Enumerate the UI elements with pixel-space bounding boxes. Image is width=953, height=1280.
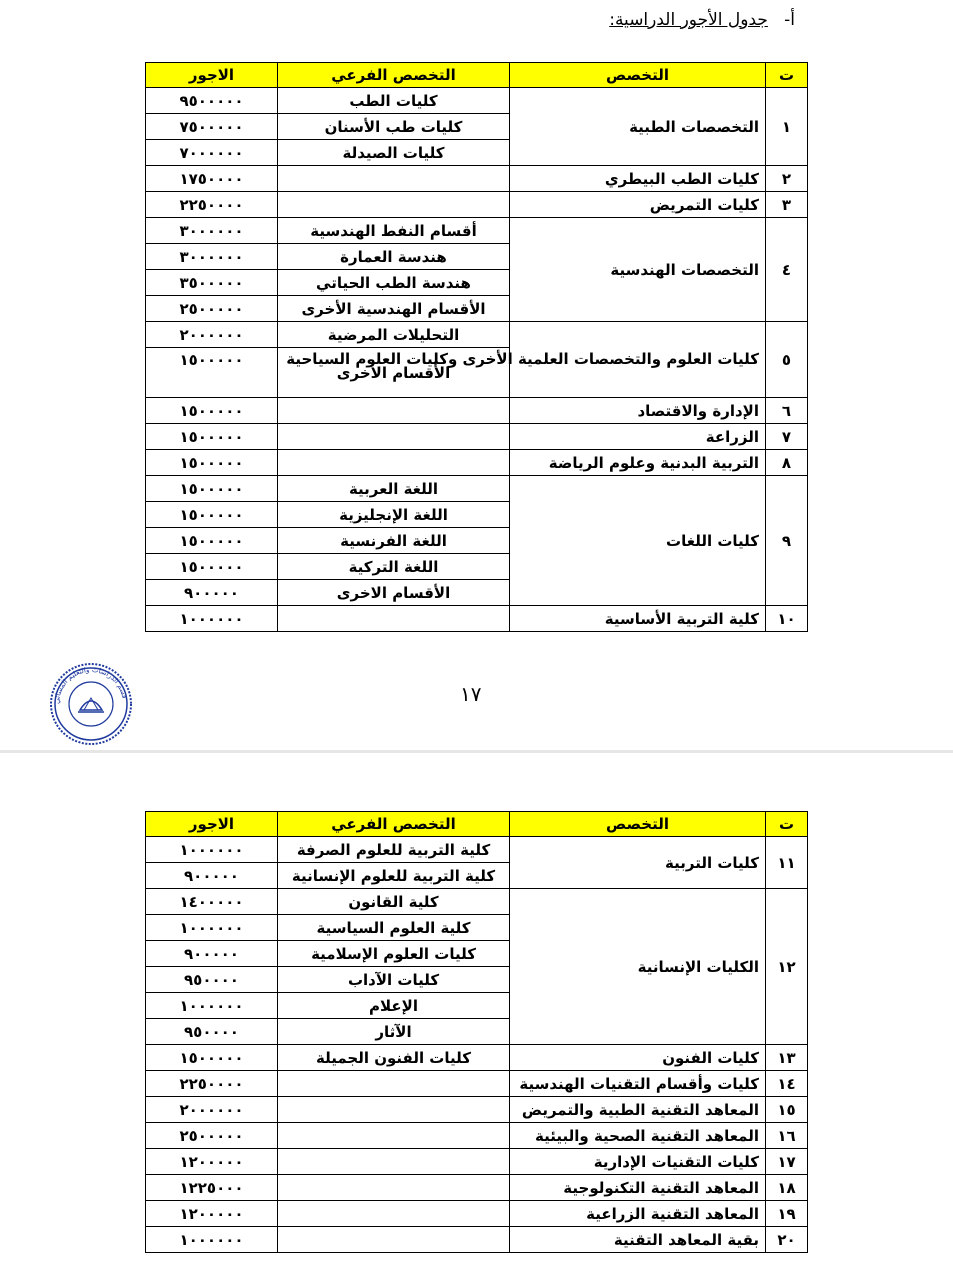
specialization: المعاهد التقنية التكنولوجية [510, 1175, 766, 1201]
sub-specialization [278, 1071, 510, 1097]
fee-amount: ١٥٠٠٠٠٠ [146, 398, 278, 424]
specialization: كلية التربية الأساسية [510, 606, 766, 632]
specialization: الزراعة [510, 424, 766, 450]
page-separator [0, 750, 953, 753]
header-row [146, 812, 808, 837]
fee-amount: ٢٥٠٠٠٠٠ [146, 296, 278, 322]
sub-specialization: هندسة الطب الحياتي [278, 270, 510, 296]
sub-specialization: الأقسام الاخرى [278, 348, 510, 398]
fee-amount: ١٥٠٠٠٠٠ [146, 424, 278, 450]
table-row [146, 218, 808, 244]
fee-amount: ١٥٠٠٠٠٠ [146, 1045, 278, 1071]
specialization: كليات التقنيات الإدارية [510, 1149, 766, 1175]
table-row [146, 1045, 808, 1071]
row-number: ١٦ [766, 1123, 808, 1149]
sub-specialization: كليات طب الأسنان [278, 114, 510, 140]
sub-specialization: كليات الصيدلة [278, 140, 510, 166]
row-number: ٢٠ [766, 1227, 808, 1253]
table-row [146, 424, 808, 450]
fee-amount: ٢٠٠٠٠٠٠ [146, 322, 278, 348]
sub-specialization: هندسة العمارة [278, 244, 510, 270]
fee-amount: ١٢٢٥٠٠٠ [146, 1175, 278, 1201]
fee-amount: ١٥٠٠٠٠٠ [146, 528, 278, 554]
fee-amount: ٢٥٠٠٠٠٠ [146, 1123, 278, 1149]
specialization: كليات اللغات [510, 476, 766, 606]
specialization: المعاهد التقنية الصحية والبيئية [510, 1123, 766, 1149]
header-number: ت [766, 812, 808, 837]
sub-specialization [278, 424, 510, 450]
header-fees: الاجور [146, 812, 278, 837]
fee-amount: ٩٥٠٠٠٠ [146, 1019, 278, 1045]
sub-specialization [278, 1149, 510, 1175]
specialization: التخصصات الهندسية [510, 218, 766, 322]
specialization: الكليات الإنسانية [510, 889, 766, 1045]
sub-specialization [278, 1227, 510, 1253]
specialization: كليات التمريض [510, 192, 766, 218]
table-row [146, 1175, 808, 1201]
table-row [146, 606, 808, 632]
fee-amount: ١٠٠٠٠٠٠ [146, 993, 278, 1019]
heading-prefix: أ- [784, 10, 795, 30]
fee-amount: ٩٠٠٠٠٠ [146, 941, 278, 967]
sub-specialization: كليات العلوم الإسلامية [278, 941, 510, 967]
table-row [146, 1123, 808, 1149]
sub-specialization: كليات الفنون الجميلة [278, 1045, 510, 1071]
sub-specialization: اللغة التركية [278, 554, 510, 580]
fee-amount: ١٥٠٠٠٠٠ [146, 450, 278, 476]
table-row [146, 1149, 808, 1175]
fee-amount: ١٠٠٠٠٠٠ [146, 1227, 278, 1253]
row-number: ١٢ [766, 889, 808, 1045]
header-specialization: التخصص [510, 812, 766, 837]
specialization: الإدارة والاقتصاد [510, 398, 766, 424]
fee-amount: ١٠٠٠٠٠٠ [146, 837, 278, 863]
row-number: ١٠ [766, 606, 808, 632]
header-row [146, 63, 808, 88]
fee-amount: ٣٥٠٠٠٠٠ [146, 270, 278, 296]
sub-specialization [278, 166, 510, 192]
sub-specialization: أقسام النفط الهندسية [278, 218, 510, 244]
sub-specialization: اللغة الفرنسية [278, 528, 510, 554]
table-row [146, 1097, 808, 1123]
fee-amount: ٩٥٠٠٠٠ [146, 967, 278, 993]
specialization: المعاهد التقنية الزراعية [510, 1201, 766, 1227]
header-sub-specialization: التخصص الفرعي [278, 63, 510, 88]
table-row [146, 192, 808, 218]
row-number: ٤ [766, 218, 808, 322]
fees-table-1 [145, 62, 808, 632]
table-row [146, 322, 808, 348]
sub-specialization: كلية التربية للعلوم الصرفة [278, 837, 510, 863]
fee-amount: ٧٥٠٠٠٠٠ [146, 114, 278, 140]
table-row [146, 166, 808, 192]
table-row [146, 88, 808, 114]
row-number: ١٥ [766, 1097, 808, 1123]
row-number: ٨ [766, 450, 808, 476]
table-row [146, 398, 808, 424]
header-fees: الاجور [146, 63, 278, 88]
sub-specialization: اللغة العربية [278, 476, 510, 502]
specialization: كليات وأقسام التقنيات الهندسية [510, 1071, 766, 1097]
fees-table-2 [145, 811, 808, 1253]
sub-specialization: الآثار [278, 1019, 510, 1045]
sub-specialization [278, 1097, 510, 1123]
page-heading [609, 10, 795, 30]
sub-specialization [278, 398, 510, 424]
row-number: ٥ [766, 322, 808, 398]
fee-amount: ٢٢٥٠٠٠٠ [146, 192, 278, 218]
specialization: كليات الفنون [510, 1045, 766, 1071]
fee-amount: ١٠٠٠٠٠٠ [146, 915, 278, 941]
table-row [146, 1227, 808, 1253]
row-number: ٩ [766, 476, 808, 606]
row-number: ١١ [766, 837, 808, 889]
sub-specialization: الأقسام الهندسية الأخرى [278, 296, 510, 322]
row-number: ١ [766, 88, 808, 166]
fee-amount: ١٥٠٠٠٠٠ [146, 554, 278, 580]
fee-amount: ٣٠٠٠٠٠٠ [146, 218, 278, 244]
heading-text: جدول الأجور الدراسية: [609, 10, 768, 30]
row-number: ١٧ [766, 1149, 808, 1175]
sub-specialization [278, 606, 510, 632]
fee-amount: ١٢٠٠٠٠٠ [146, 1201, 278, 1227]
table-row [146, 837, 808, 863]
table-row [146, 450, 808, 476]
row-number: ٧ [766, 424, 808, 450]
row-number: ١٨ [766, 1175, 808, 1201]
sub-specialization [278, 192, 510, 218]
sub-specialization: كلية القانون [278, 889, 510, 915]
sub-specialization: كلية التربية للعلوم الإنسانية [278, 863, 510, 889]
fee-amount: ١٠٠٠٠٠٠ [146, 606, 278, 632]
fee-amount: ١٧٥٠٠٠٠ [146, 166, 278, 192]
specialization: كليات الطب البيطري [510, 166, 766, 192]
fee-amount: ٩٥٠٠٠٠٠ [146, 88, 278, 114]
fee-amount: ٢٢٥٠٠٠٠ [146, 1071, 278, 1097]
fee-amount: ١٥٠٠٠٠٠ [146, 502, 278, 528]
fee-amount: ١٢٠٠٠٠٠ [146, 1149, 278, 1175]
seal-stamp [42, 662, 140, 746]
specialization: بقية المعاهد التقنية [510, 1227, 766, 1253]
page-number: ١٧ [460, 682, 482, 706]
specialization: التربية البدنية وعلوم الرياضة [510, 450, 766, 476]
row-number: ٦ [766, 398, 808, 424]
seal-ring-text: قسم الدراسات والتعليم المسائي [52, 665, 129, 705]
fee-amount: ٩٠٠٠٠٠ [146, 580, 278, 606]
header-number: ت [766, 63, 808, 88]
sub-specialization: كليات الطب [278, 88, 510, 114]
sub-specialization [278, 450, 510, 476]
table-row [146, 476, 808, 502]
header-sub-specialization: التخصص الفرعي [278, 812, 510, 837]
sub-specialization: الأقسام الاخرى [278, 580, 510, 606]
fee-amount: ٣٠٠٠٠٠٠ [146, 244, 278, 270]
row-number: ١٣ [766, 1045, 808, 1071]
table-row [146, 1071, 808, 1097]
sub-specialization: الإعلام [278, 993, 510, 1019]
sub-specialization: كلية العلوم السياسية [278, 915, 510, 941]
specialization: كليات التربية [510, 837, 766, 889]
fee-amount: ٧٠٠٠٠٠٠ [146, 140, 278, 166]
fee-amount: ٩٠٠٠٠٠ [146, 863, 278, 889]
table-row [146, 1201, 808, 1227]
sub-specialization: اللغة الإنجليزية [278, 502, 510, 528]
row-number: ١٩ [766, 1201, 808, 1227]
row-number: ٢ [766, 166, 808, 192]
fee-amount: ١٤٠٠٠٠٠ [146, 889, 278, 915]
header-specialization: التخصص [510, 63, 766, 88]
table-row [146, 889, 808, 915]
specialization: التخصصات الطبية [510, 88, 766, 166]
row-number: ١٤ [766, 1071, 808, 1097]
fee-amount: ١٥٠٠٠٠٠ [146, 476, 278, 502]
sub-specialization: كليات الآداب [278, 967, 510, 993]
fee-amount: ٢٠٠٠٠٠٠ [146, 1097, 278, 1123]
specialization: كليات العلوم والتخصصات العلمية الأخرى وكليات العلوم السياحية [510, 322, 766, 398]
fee-amount: ١٥٠٠٠٠٠ [146, 348, 278, 398]
sub-specialization [278, 1201, 510, 1227]
row-number: ٣ [766, 192, 808, 218]
sub-specialization [278, 1123, 510, 1149]
sub-specialization [278, 1175, 510, 1201]
specialization: المعاهد التقنية الطبية والتمريض [510, 1097, 766, 1123]
sub-specialization: التحليلات المرضية [278, 322, 510, 348]
